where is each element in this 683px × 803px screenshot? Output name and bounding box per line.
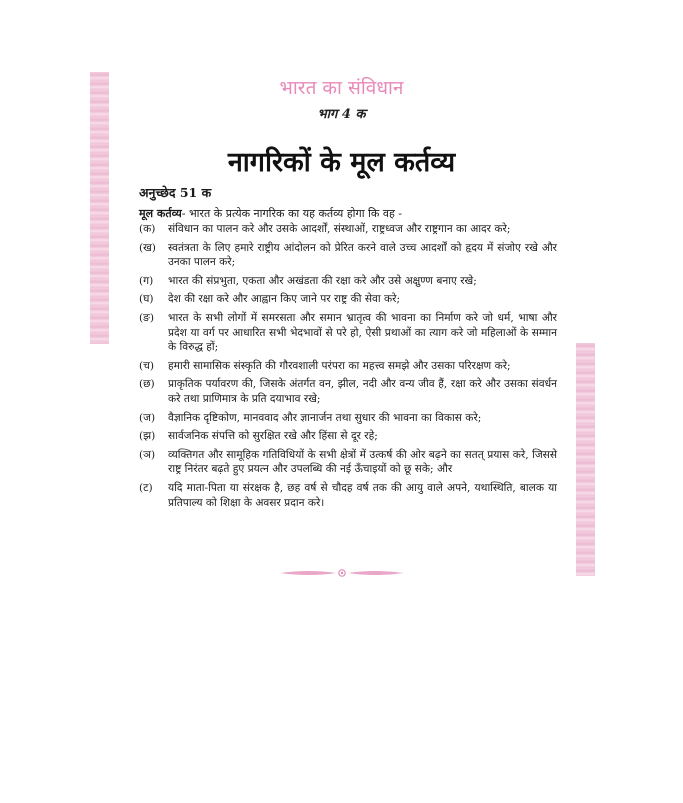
item-marker: (घ) (139, 293, 154, 306)
intro-line (139, 206, 559, 221)
list-item (139, 222, 557, 237)
list-item (139, 448, 557, 477)
list-item (139, 311, 557, 355)
list-item (139, 241, 557, 270)
list-item (139, 429, 557, 444)
item-text: भारत की संप्रभुता, एकता और अखंडता की रक्षा करे और उसे अक्षुण्ण बनाए रखे; (168, 274, 477, 287)
item-marker: (ख) (139, 241, 156, 254)
page-title: नागरिकों के मूल कर्तव्य (227, 147, 456, 178)
list-item (139, 411, 557, 426)
decorative-side-bar-right (576, 343, 595, 576)
item-text: वैज्ञानिक दृष्टिकोण, मानववाद और ज्ञानार्जन तथा सुधार की भावना का विकास करे; (168, 411, 482, 424)
ornament-divider-icon (278, 567, 406, 579)
item-marker: (च) (139, 359, 154, 372)
book-title: भारत का संविधान (279, 77, 404, 99)
item-text: यदि माता-पिता या संरक्षक है, छह वर्ष से चौदह वर्ष तक की आयु वाले अपने, यथास्थिति, बालक या प्रतिपाल्य को शिक्षा के अवसर प्रदान करे। (168, 481, 557, 509)
item-text: सार्वजनिक संपत्ति को सुरक्षित रखे और हिंसा से दूर रहे; (168, 430, 378, 443)
list-item (139, 377, 557, 406)
intro-text: - भारत के प्रत्येक नागरिक का यह कर्तव्य होगा कि वह - (181, 207, 403, 220)
item-marker: (ज) (139, 411, 156, 424)
item-marker: (ट) (139, 481, 153, 494)
item-text: संविधान का पालन करे और उसके आदर्शों, संस्थाओं, राष्ट्रध्वज और राष्ट्रगान का आदर करे; (168, 223, 511, 235)
duties-list (139, 222, 557, 514)
item-text: व्यक्तिगत और सामूहिक गतिविधियों के सभी क्षेत्रों में उत्कर्ष की ओर बढ़ने का सतत् प्रयास करे, जिससे राष्ट्र निरंतर बढ़ते हुए प्रयत्न और उपलब्धि की नई ऊँचाइयों को छू सके; और (168, 448, 557, 476)
item-text: हमारी सामासिक संस्कृति की गौरवशाली परंपरा का महत्त्व समझे और उसका परिरक्षण करे; (168, 359, 511, 372)
intro-term: मूल कर्तव्य (139, 207, 182, 220)
item-text: देश की रक्षा करे और आह्वान किए जाने पर राष्ट्र की सेवा करे; (168, 293, 401, 306)
item-marker: (क) (139, 223, 156, 235)
item-text: प्राकृतिक पर्यावरण की, जिसके अंतर्गत वन, झील, नदी और वन्य जीव हैं, रक्षा करे और उसका संवर्धन करे तथा प्राणिमात्र के प्रति दयाभाव रखे; (168, 378, 557, 405)
item-marker: (छ) (139, 378, 155, 391)
item-text: भारत के सभी लोगों में समरसता और समान भ्रातृत्व की भावना का निर्माण करे जो धर्म, भाषा और प्रदेश या वर्ग पर आधारित सभी भेदभावों से परे हो, ऐसी प्रथाओं का त्याग करे जो महिलाओं के सम्मान के विरुद्ध हों; (168, 311, 557, 354)
list-item (139, 359, 557, 374)
item-marker: (ग) (139, 274, 154, 287)
item-marker: (ङ) (139, 311, 155, 324)
list-item (139, 274, 557, 289)
article-heading: अनुच्छेद 51 क (139, 185, 212, 200)
item-marker: (झ) (139, 430, 156, 443)
part-label: भाग 4 क (317, 107, 366, 122)
item-marker: (ञ) (139, 448, 156, 461)
list-item (139, 292, 557, 307)
list-item (139, 481, 557, 510)
item-text: स्वतंत्रता के लिए हमारे राष्ट्रीय आंदोलन को प्रेरित करने वाले उच्च आदर्शों को हृदय में संजोए रखे और उनका पालन करे; (168, 241, 557, 269)
